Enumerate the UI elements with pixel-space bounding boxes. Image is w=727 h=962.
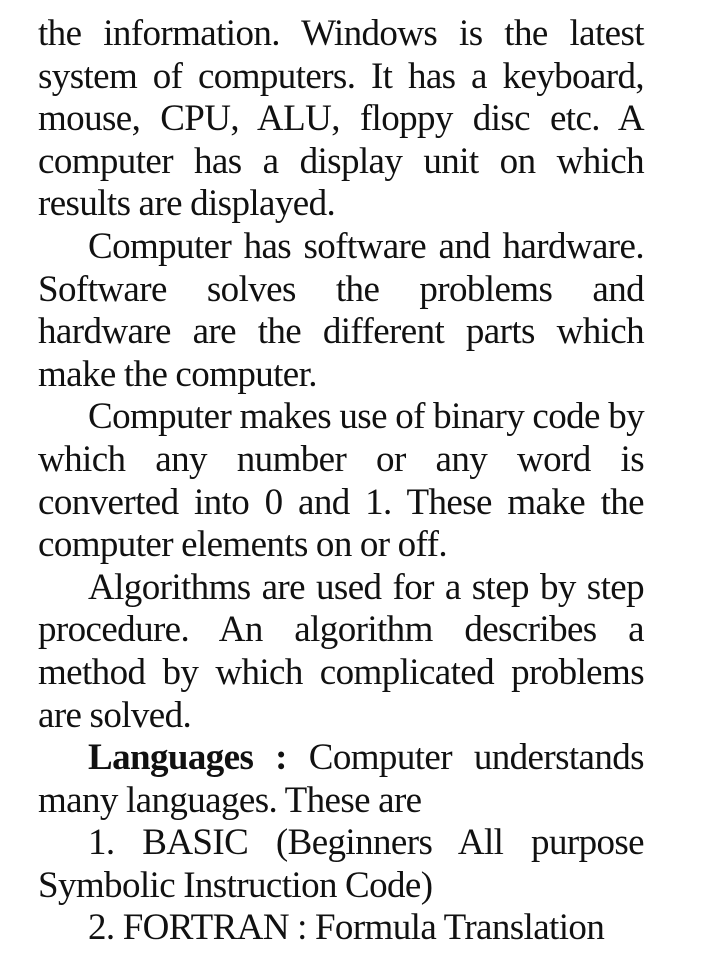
paragraph-algorithms: Algorithms are used for a step by step procedure. An algorithm describes a method by which complicated problems are solved.	[38, 566, 644, 736]
paragraph-software-hardware: Computer has software and hardware. Software solves the problems and hardware are the different parts which make the computer.	[38, 225, 644, 395]
document-page	[38, 13, 644, 950]
paragraph-languages	[38, 737, 644, 822]
languages-heading: Languages :	[88, 737, 287, 779]
paragraph-windows: the information. Windows is the latest system of computers. It has a keyboard, mouse, CPU, ALU, floppy disc etc. A computer has a display unit on which results are displayed.	[38, 13, 644, 225]
list-item-basic: 1. BASIC (Beginners All purpose Symbolic Instruction Code)	[38, 822, 644, 906]
languages-text: Computer understands many languages. These are	[38, 737, 644, 821]
paragraph-binary-code: Computer makes use of binary code by which any number or any word is converted into 0 and 1. These make the computer elements on or off.	[38, 396, 644, 566]
list-item-fortran: 2. FORTRAN : Formula Translation	[88, 907, 605, 949]
